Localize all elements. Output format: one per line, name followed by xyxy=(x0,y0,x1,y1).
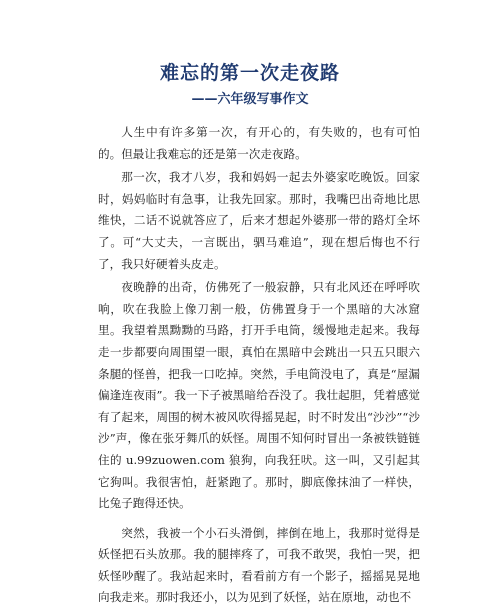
document-title: 难忘的第一次走夜路 xyxy=(159,62,340,84)
paragraph-3: 夜晚静的出奇，仿佛死了一般寂静，只有北风还在呼呼吹响，吹在我脸上像刀割一般，仿佛置身于一个黑暗的大冰窟里。我望着黑黝黝的马路，打开手电筒，缓慢地走起来。我每走一步都要向周围望一眼，真怕在黑暗中会跳出一只五只眼六条腿的怪兽，把我一口吃掉。突然，手电筒没电了，真是“屋漏偏逢连夜雨”。我一下子被黑暗给吞没了。我壮起胆，凭着感觉有了起来，周围的树木被风吹得摇晃起，时不时发出“沙沙”“沙沙”声，像在张牙舞爪的妖怪。周围不知何时冒出一条被铁链链住的 u.99zuowen.com 狼狗，向我狂吠。这一叫，又引起其它狗叫。我很害怕，赶紧跑了。那时，脚底像抹油了一样快，比兔子跑得还快。 xyxy=(98,280,420,511)
paragraph-1: 人生中有许多第一次，有开心的，有失败的，也有可怕的。但最让我难忘的还是第一次走夜路。 xyxy=(98,125,420,161)
paragraph-4: 突然，我被一个小石头滑倒，摔倒在地上，我那时觉得是妖怪把石头放那。我的腿摔疼了，可我不敢哭，我怕一哭，把妖怪吵醒了。我站起来时，看看前方有一个影子，摇摇晃晃地向我走来。那时我还小，以为见到了妖怪，站在原地，动也不 xyxy=(98,525,420,605)
document-subtitle: ——六年级写事作文 xyxy=(191,92,309,107)
paragraph-2: 那一次，我才八岁，我和妈妈一起去外婆家吃晚饭。回家时，妈妈临时有急事，让我先回家。那时，我嘴巴出奇地比思维快，二话不说就答应了，后来才想起外婆那一带的路灯全坏了。可“大丈夫，一言既出，驷马难追”，现在想后悔也不行了，我只好硬着头皮走。 xyxy=(98,170,420,271)
article-body xyxy=(98,122,420,609)
